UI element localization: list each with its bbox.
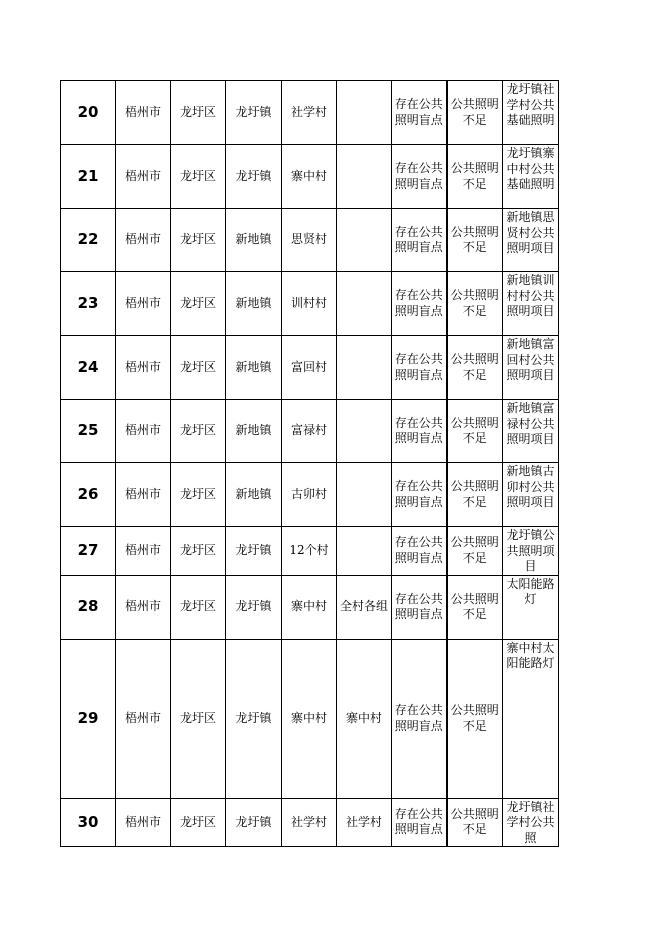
issue-cell <box>392 400 447 463</box>
city-cell <box>116 527 171 576</box>
issue-cell <box>392 209 447 272</box>
district-cell <box>171 81 226 145</box>
issue-cell-text: 存在公共照明盲点 <box>394 591 443 621</box>
village-cell-text: 古卯村 <box>290 486 327 501</box>
reason-cell <box>447 145 503 209</box>
project-cell <box>503 272 559 336</box>
group-cell <box>337 639 392 798</box>
town-cell <box>226 209 282 272</box>
district-cell-text: 龙圩区 <box>179 232 216 247</box>
town-cell-text: 新地镇 <box>235 423 272 438</box>
row-number <box>61 527 116 576</box>
issue-cell <box>392 336 447 400</box>
district-cell <box>171 527 226 576</box>
village-cell <box>282 527 337 576</box>
district-cell-text: 龙圩区 <box>179 423 216 438</box>
project-cell <box>503 209 559 272</box>
city-cell-text: 梧州市 <box>124 168 161 183</box>
project-cell-text: 新地镇富回村公共照明项目 <box>506 337 555 382</box>
city-cell-text: 梧州市 <box>124 359 161 374</box>
reason-cell <box>447 798 503 847</box>
project-cell <box>503 639 559 798</box>
district-cell-text: 龙圩区 <box>179 359 216 374</box>
village-cell-text: 社学村 <box>290 104 327 119</box>
row-number-text: 29 <box>77 708 99 727</box>
group-cell-text: 全村各组 <box>339 599 388 614</box>
reason-cell <box>447 527 503 576</box>
issue-cell-text: 存在公共照明盲点 <box>394 806 443 837</box>
group-cell <box>337 272 392 336</box>
table-row <box>61 639 559 798</box>
project-cell <box>503 527 559 576</box>
reason-cell-text: 公共照明不足 <box>450 479 499 509</box>
reason-cell-text: 公共照明不足 <box>450 591 499 621</box>
row-number-text: 25 <box>77 421 99 440</box>
district-cell-text: 龙圩区 <box>179 486 216 501</box>
district-cell <box>171 272 226 336</box>
row-number <box>61 639 116 798</box>
row-number <box>61 798 116 847</box>
reason-cell-text: 公共照明不足 <box>450 224 499 254</box>
district-cell <box>171 145 226 209</box>
town-cell <box>226 145 282 209</box>
town-cell-text: 龙圩镇 <box>235 599 272 614</box>
district-cell-text: 龙圩区 <box>179 543 216 557</box>
project-cell-text: 寨中村太阳能路灯 <box>506 640 555 670</box>
town-cell <box>226 400 282 463</box>
city-cell <box>116 575 171 639</box>
issue-cell-text: 存在公共照明盲点 <box>394 224 443 254</box>
table-row <box>61 400 559 463</box>
table-row <box>61 81 559 145</box>
village-cell-text: 社学村 <box>290 814 327 829</box>
row-number <box>61 272 116 336</box>
city-cell-text: 梧州市 <box>124 543 161 557</box>
reason-cell <box>447 336 503 400</box>
village-cell <box>282 145 337 209</box>
district-cell <box>171 209 226 272</box>
row-number <box>61 400 116 463</box>
project-cell <box>503 145 559 209</box>
project-cell <box>503 81 559 145</box>
reason-cell-text: 公共照明不足 <box>450 97 499 127</box>
reason-cell <box>447 400 503 463</box>
town-cell-text: 龙圩镇 <box>235 543 272 557</box>
city-cell <box>116 400 171 463</box>
reason-cell-text: 公共照明不足 <box>450 415 499 445</box>
city-cell <box>116 272 171 336</box>
village-cell-text: 训村村 <box>290 295 327 310</box>
reason-cell-text: 公共照明不足 <box>450 288 499 318</box>
table-row <box>61 145 559 209</box>
village-cell-text: 寨中村 <box>290 599 327 614</box>
row-number-text: 22 <box>77 230 99 249</box>
table-row <box>61 463 559 527</box>
village-cell <box>282 81 337 145</box>
town-cell <box>226 527 282 576</box>
reason-cell <box>447 272 503 336</box>
village-cell <box>282 209 337 272</box>
issue-cell-text: 存在公共照明盲点 <box>394 479 443 509</box>
city-cell-text: 梧州市 <box>124 599 161 614</box>
issue-cell-text: 存在公共照明盲点 <box>394 161 443 191</box>
city-cell <box>116 463 171 527</box>
project-cell-text: 太阳能路灯 <box>506 576 555 606</box>
city-cell-text: 梧州市 <box>124 710 161 725</box>
district-cell <box>171 463 226 527</box>
project-cell <box>503 400 559 463</box>
reason-cell-text: 公共照明不足 <box>450 535 499 565</box>
row-number-text: 24 <box>77 357 99 376</box>
city-cell <box>116 145 171 209</box>
town-cell-text: 龙圩镇 <box>235 814 272 829</box>
group-cell <box>337 145 392 209</box>
group-cell-text: 寨中村 <box>345 710 382 725</box>
reason-cell-text: 公共照明不足 <box>450 161 499 191</box>
district-cell <box>171 400 226 463</box>
issue-cell <box>392 639 447 798</box>
issue-cell <box>392 81 447 145</box>
village-cell <box>282 798 337 847</box>
project-cell <box>503 798 559 847</box>
village-cell-text: 富回村 <box>290 359 327 374</box>
reason-cell-text: 公共照明不足 <box>450 352 499 382</box>
reason-cell-text: 公共照明不足 <box>450 703 499 733</box>
issue-cell <box>392 145 447 209</box>
reason-cell <box>447 463 503 527</box>
project-cell <box>503 463 559 527</box>
village-cell <box>282 400 337 463</box>
town-cell-text: 龙圩镇 <box>235 710 272 725</box>
project-cell-text: 新地镇思贤村公共照明项目 <box>506 210 555 255</box>
city-cell <box>116 639 171 798</box>
row-number <box>61 463 116 527</box>
group-cell <box>337 527 392 576</box>
group-cell <box>337 575 392 639</box>
reason-cell-text: 公共照明不足 <box>450 806 499 837</box>
district-cell <box>171 575 226 639</box>
village-cell <box>282 336 337 400</box>
project-cell <box>503 336 559 400</box>
row-number-text: 30 <box>77 812 99 831</box>
reason-cell <box>447 81 503 145</box>
table-row <box>61 575 559 639</box>
row-number-text: 21 <box>77 166 99 185</box>
district-cell-text: 龙圩区 <box>179 168 216 183</box>
row-number-text: 23 <box>77 293 99 312</box>
row-number <box>61 209 116 272</box>
project-cell-text: 新地镇古卯村公共照明项目 <box>506 464 555 509</box>
district-cell-text: 龙圩区 <box>179 710 216 725</box>
table-row <box>61 209 559 272</box>
town-cell <box>226 81 282 145</box>
group-cell <box>337 463 392 527</box>
city-cell-text: 梧州市 <box>124 104 161 119</box>
issue-cell-text: 存在公共照明盲点 <box>394 288 443 318</box>
row-number-text: 28 <box>77 597 99 616</box>
row-number <box>61 81 116 145</box>
city-cell <box>116 81 171 145</box>
city-cell <box>116 336 171 400</box>
town-cell <box>226 575 282 639</box>
district-cell-text: 龙圩区 <box>179 104 216 119</box>
district-cell-text: 龙圩区 <box>179 295 216 310</box>
city-cell-text: 梧州市 <box>124 486 161 501</box>
row-number-text: 27 <box>77 541 99 559</box>
row-number <box>61 336 116 400</box>
table-row <box>61 798 559 847</box>
village-cell <box>282 463 337 527</box>
district-cell <box>171 798 226 847</box>
city-cell <box>116 209 171 272</box>
issue-cell-text: 存在公共照明盲点 <box>394 352 443 382</box>
city-cell-text: 梧州市 <box>124 423 161 438</box>
town-cell <box>226 272 282 336</box>
row-number-text: 20 <box>77 102 99 121</box>
district-cell-text: 龙圩区 <box>179 814 216 829</box>
issue-cell-text: 存在公共照明盲点 <box>394 97 443 127</box>
project-cell-text: 龙圩镇公共照明项目 <box>506 528 555 573</box>
project-cell-text: 新地镇训村村公共照明项目 <box>506 273 555 318</box>
district-cell <box>171 336 226 400</box>
town-cell-text: 龙圩镇 <box>235 168 272 183</box>
district-cell <box>171 639 226 798</box>
issue-cell <box>392 463 447 527</box>
city-cell-text: 梧州市 <box>124 295 161 310</box>
town-cell-text: 新地镇 <box>235 295 272 310</box>
table-row <box>61 527 559 576</box>
city-cell <box>116 798 171 847</box>
project-cell-text: 龙圩镇寨中村公共基础照明 <box>506 146 555 191</box>
issue-cell <box>392 272 447 336</box>
village-cell <box>282 639 337 798</box>
issue-cell <box>392 798 447 847</box>
group-cell <box>337 400 392 463</box>
issue-cell-text: 存在公共照明盲点 <box>394 703 443 733</box>
row-number <box>61 145 116 209</box>
row-number <box>61 575 116 639</box>
data-table <box>60 80 559 847</box>
city-cell-text: 梧州市 <box>124 232 161 247</box>
project-cell-text: 龙圩镇社学村公共照 <box>506 799 555 845</box>
reason-cell <box>447 639 503 798</box>
row-number-text: 26 <box>77 484 99 503</box>
town-cell <box>226 639 282 798</box>
village-cell-text: 寨中村 <box>290 710 327 725</box>
table-body <box>61 81 559 847</box>
district-cell-text: 龙圩区 <box>179 599 216 614</box>
project-cell <box>503 575 559 639</box>
reason-cell <box>447 575 503 639</box>
project-cell-text: 新地镇富禄村公共照明项目 <box>506 401 555 446</box>
village-cell-text: 富禄村 <box>290 423 327 438</box>
table-row <box>61 336 559 400</box>
town-cell-text: 龙圩镇 <box>235 104 272 119</box>
issue-cell-text: 存在公共照明盲点 <box>394 535 443 565</box>
village-cell-text: 12个村 <box>289 543 329 557</box>
village-cell <box>282 272 337 336</box>
city-cell-text: 梧州市 <box>124 814 161 829</box>
town-cell <box>226 463 282 527</box>
project-cell-text: 龙圩镇社学村公共基础照明 <box>506 82 555 127</box>
issue-cell-text: 存在公共照明盲点 <box>394 415 443 445</box>
table-row <box>61 272 559 336</box>
village-cell-text: 思贤村 <box>290 232 327 247</box>
group-cell <box>337 209 392 272</box>
reason-cell <box>447 209 503 272</box>
town-cell-text: 新地镇 <box>235 359 272 374</box>
group-cell <box>337 81 392 145</box>
village-cell <box>282 575 337 639</box>
town-cell <box>226 336 282 400</box>
group-cell <box>337 336 392 400</box>
town-cell-text: 新地镇 <box>235 486 272 501</box>
group-cell <box>337 798 392 847</box>
town-cell <box>226 798 282 847</box>
group-cell-text: 社学村 <box>345 814 382 829</box>
village-cell-text: 寨中村 <box>290 168 327 183</box>
issue-cell <box>392 527 447 576</box>
issue-cell <box>392 575 447 639</box>
town-cell-text: 新地镇 <box>235 232 272 247</box>
